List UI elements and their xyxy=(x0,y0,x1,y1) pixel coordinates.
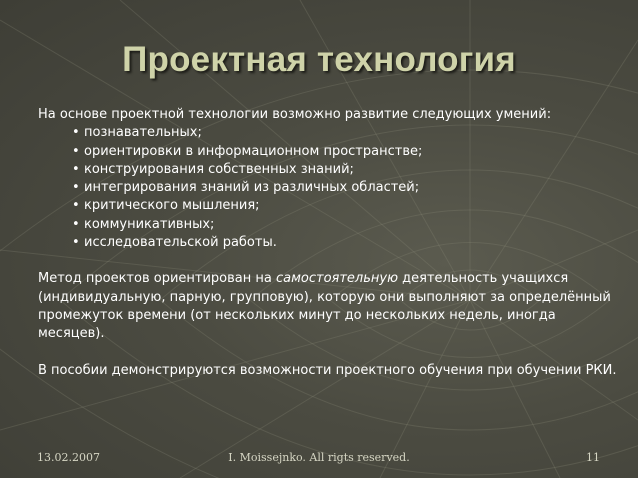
list-item: • ориентировки в информационном пространстве; xyxy=(38,143,618,161)
slide-number: 11 xyxy=(586,451,600,464)
list-item: • критического мышления; xyxy=(38,197,618,215)
skills-list xyxy=(38,124,618,252)
list-item: • коммуникативных; xyxy=(38,216,618,234)
list-item: • интегрирования знаний из различных областей; xyxy=(38,179,618,197)
slide-body xyxy=(38,106,618,380)
list-item: • исследовательской работы. xyxy=(38,234,618,252)
footer-author: I. Moissejnko. All rigts reserved. xyxy=(228,451,410,464)
emphasis-text: самостоятельную xyxy=(275,271,399,287)
intro-text: На основе проектной технологии возможно развитие следующих умений: xyxy=(38,107,552,122)
manual-paragraph: В пособии демонстрируются возможности проектного обучения при обучении РКИ. xyxy=(38,362,617,378)
spacer xyxy=(38,252,618,270)
spacer xyxy=(38,344,618,362)
footer-date: 13.02.2007 xyxy=(37,451,100,464)
slide-title: Проектная технология xyxy=(122,40,516,79)
list-item: • конструирования собственных знаний; xyxy=(38,161,618,179)
list-item: • познавательных; xyxy=(38,124,618,142)
method-paragraph: Метод проектов ориентирован на самостоятельную деятельность учащихся (индивидуальную, парную, групповую), которую они выполняют за определённый промежуток времени (от нескольких минут до нескольких недель, иногда месяцев). xyxy=(38,271,611,342)
